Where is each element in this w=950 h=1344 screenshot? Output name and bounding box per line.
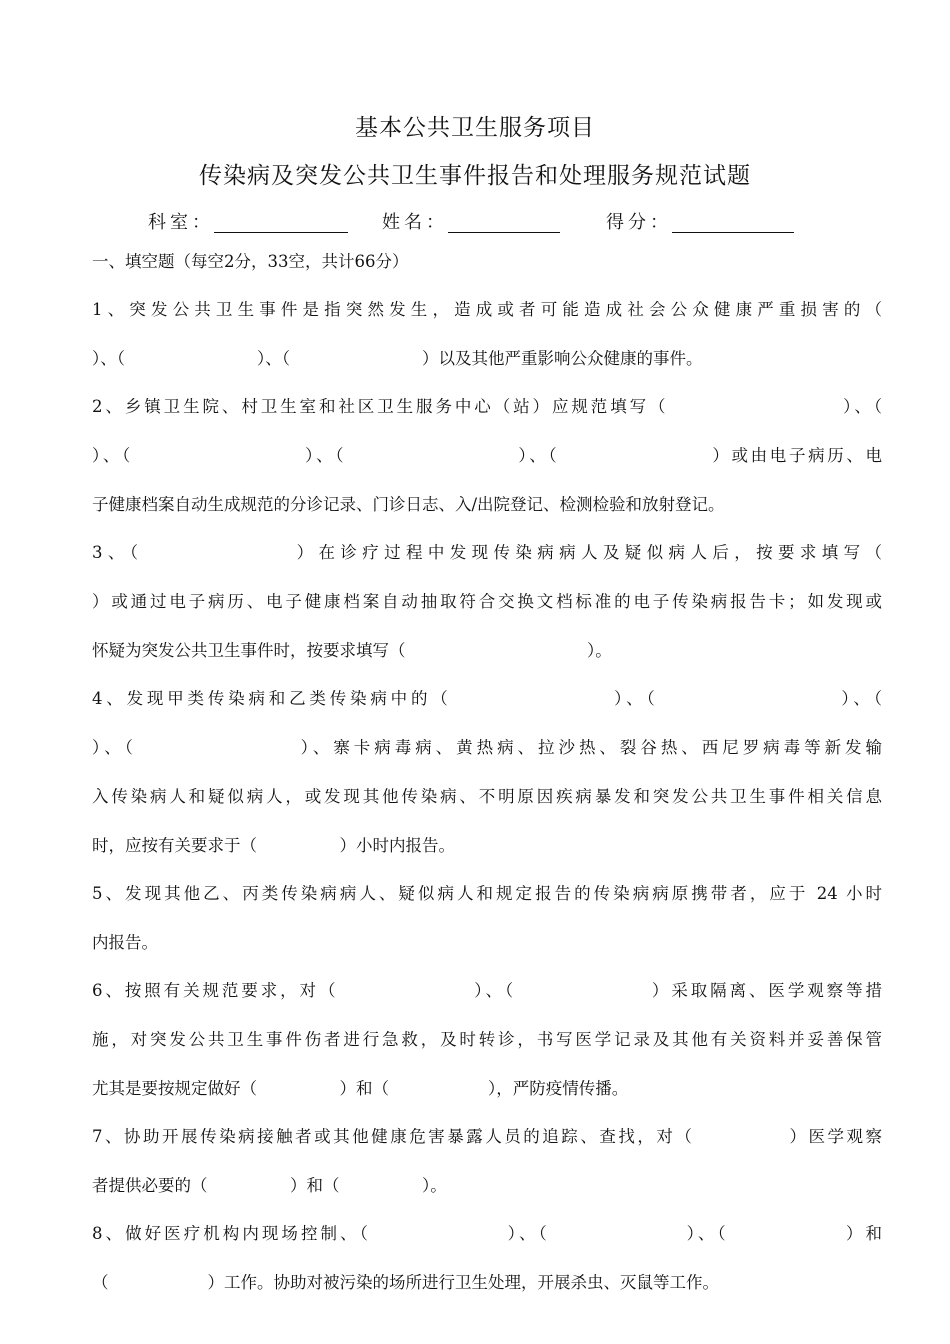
exam-title-line2: 传染病及突发公共卫生事件报告和处理服务规范试题 bbox=[199, 163, 751, 189]
question-text-line: 子健康档案自动生成规范的分诊记录、门诊日志、入/出院登记、检测检验和放射登记。 bbox=[92, 495, 725, 514]
name-field bbox=[382, 208, 448, 234]
question-text-line: 6、按照有关规范要求，对（ ）、（ ）采取隔离、医学观察等措 bbox=[92, 981, 882, 1000]
question-text-line: （ ）工作。协助对被污染的场所进行卫生处理，开展杀虫、灭鼠等工作。 bbox=[92, 1273, 719, 1292]
question-text-line: 者提供必要的（ ）和（ ）。 bbox=[92, 1176, 447, 1195]
question-text-line: 尤其是要按规定做好（ ）和（ ），严防疫情传播。 bbox=[92, 1079, 629, 1098]
question-text-line: 5、发现其他乙、丙类传染病病人、疑似病人和规定报告的传染病病原携带者，应于 24 小时 bbox=[92, 884, 882, 903]
exam-title-line1: 基本公共卫生服务项目 bbox=[355, 115, 595, 141]
question-text-line: 3、（ ）在诊疗过程中发现传染病病人及疑似病人后，按要求填写（ bbox=[92, 543, 882, 562]
question-text-line: 内报告。 bbox=[92, 933, 158, 952]
question-text-line: ）、（ ）、（ ）、（ ）或由电子病历、电 bbox=[92, 446, 882, 465]
question-text-line: ）、（ ）、（ ）以及其他严重影响公众健康的事件。 bbox=[92, 349, 703, 368]
question-text-line: 怀疑为突发公共卫生事件时，按要求填写（ ）。 bbox=[92, 641, 612, 660]
question-text-line: 8、做好医疗机构内现场控制、（ ）、（ ）、（ ）和 bbox=[92, 1224, 882, 1243]
dept-blank-line[interactable] bbox=[214, 232, 348, 233]
question-text-line: ）或通过电子病历、电子健康档案自动抽取符合交换文档标准的电子传染病报告卡；如发现或 bbox=[92, 592, 882, 611]
question-text-line: ）、（ ）、寨卡病毒病、黄热病、拉沙热、裂谷热、西尼罗病毒等新发输 bbox=[92, 738, 882, 757]
question-text-line: 入传染病人和疑似病人，或发现其他传染病、不明原因疾病暴发和突发公共卫生事件相关信息 bbox=[92, 787, 882, 806]
name-label: 姓名： bbox=[382, 212, 448, 233]
section-heading: 一、填空题（每空2分，33空，共计66分） bbox=[92, 252, 409, 271]
score-field bbox=[606, 208, 672, 234]
question-text-line: 4、发现甲类传染病和乙类传染病中的（ ）、（ ）、（ bbox=[92, 689, 882, 708]
score-blank-line[interactable] bbox=[672, 232, 794, 233]
dept-label: 科室： bbox=[148, 212, 214, 233]
name-blank-line[interactable] bbox=[448, 232, 560, 233]
question-text-line: 时，应按有关要求于（ ）小时内报告。 bbox=[92, 836, 455, 855]
score-label: 得分： bbox=[606, 212, 672, 233]
question-text-line: 施，对突发公共卫生事件伤者进行急救，及时转诊，书写医学记录及其他有关资料并妥善保管 bbox=[92, 1030, 882, 1049]
question-text-line: 1、突发公共卫生事件是指突然发生，造成或者可能造成社会公众健康严重损害的（ bbox=[92, 300, 882, 319]
question-text-line: 2、乡镇卫生院、村卫生室和社区卫生服务中心（站）应规范填写（ ）、（ bbox=[92, 397, 882, 416]
question-text-line: 7、协助开展传染病接触者或其他健康危害暴露人员的追踪、查找，对（ ）医学观察 bbox=[92, 1127, 882, 1146]
dept-field bbox=[148, 208, 214, 234]
